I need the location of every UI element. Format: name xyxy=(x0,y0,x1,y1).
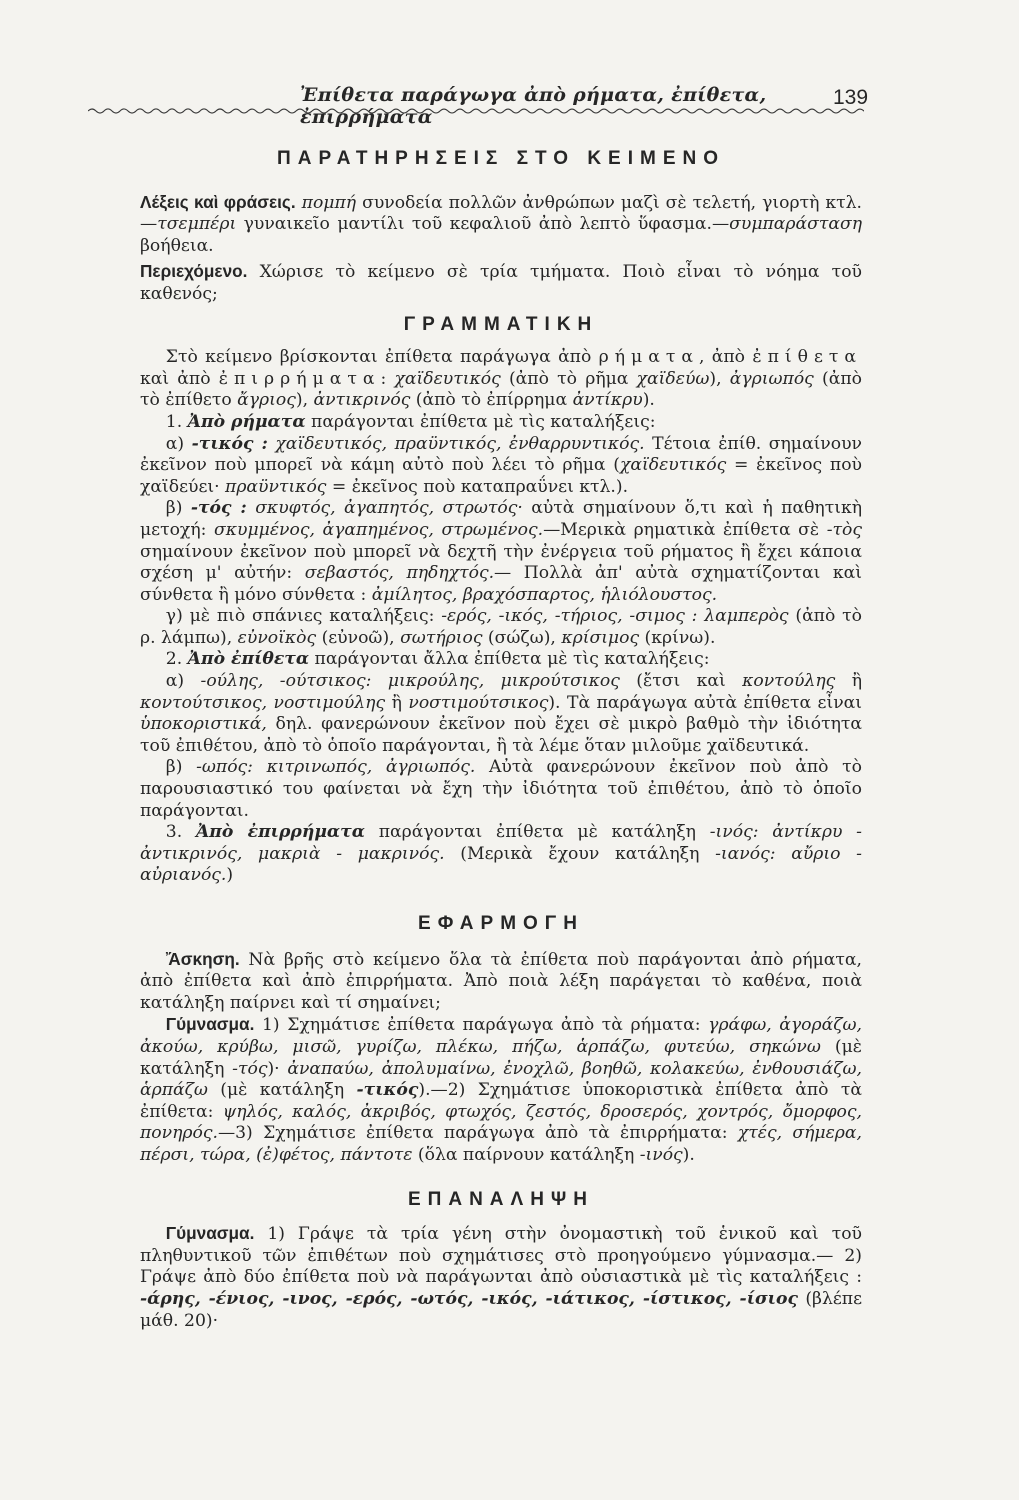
section-title-revision: ΕΠΑΝΑΛΗΨΗ xyxy=(407,1188,595,1210)
wavy-rule xyxy=(88,106,864,116)
running-title: Ἐπίθετα παράγωγα ἀπὸ ρήματα, ἐπίθετα, ἐπιρρήματα xyxy=(300,84,767,128)
rule-from-adverbs: 3. Ἀπὸ ἐπιρρήματα παράγονται ἐπίθετα μὲ κατάληξη -ινός: ἀντίκρυ - ἀντικρινός, μακριὰ - μακρινός. (Μερικὰ ἔχουν κατάληξη -ιανός: αὔριο - αὐριανός.) xyxy=(140,822,862,886)
application-drill: Γύμνασμα. 1) Σχημάτισε ἐπίθετα παράγωγα ἀπὸ τὰ ρήματα: γράφω, ἀγοράζω, ἀκούω, κρύβω, μισῶ, γυρίζω, πλέκω, πήζω, ἁρπάζω, φυτεύω, σηκώνω (μὲ κατάληξη -τός)· ἀναπαύω, ἀπολυμαίνω, ἐνοχλῶ, βοηθῶ, κολακεύω, ἐνθουσιάζω, ἁρπάζω (μὲ κατάληξη -τικός).—2) Σχημάτισε ὑποκοριστικὰ ἐπίθετα ἀπὸ τὰ ἐπίθετα: ψηλός, καλός, ἀκριβός, φτωχός, ζεστός, δροσερός, χοντρός, ὄμορφος, πονηρός.—3) Σχημάτισε ἐπίθετα παράγωγα ἀπὸ τὰ ἐπιρρήματα: χτές, σήμερα, πέρσι, τώρα, (ἐ)φέτος, πάντοτε (ὅλα παίρνουν κατάληξη -ινός). xyxy=(140,1014,862,1165)
rule-b-opos: β) -ωπός: κιτρινωπός, ἀγριωπός. Αὐτὰ φανερώνουν ἐκεῖνον ποὺ ἀπὸ τὸ παρουσιαστικό του φαίνεται νὰ ἔχη τὴν ἰδιότητα τοῦ ἐπιθέτου, ἀπὸ τὸ ὁποῖο παράγονται. xyxy=(140,757,863,821)
rule-from-verbs: 1. Ἀπὸ ρήματα παράγονται ἐπίθετα μὲ τὶς καταλήξεις: xyxy=(165,411,656,432)
page-number: 139 xyxy=(833,86,869,109)
rule-a-diminutive: α) -ούλης, -ούτσικος: μικρούλης, μικρούτσικος (ἔτσι καὶ κοντούλης ἢ κοντούτσικος, νοστιμούλης ἢ νοστιμούτσικος). Τὰ παράγωγα αὐτὰ ἐπίθετα εἶναι ὑποκοριστικά, δηλ. φανερώνουν ἐκεῖνον ποὺ ἔχει σὲ μικρὸ βαθμὸ τὴν ἰδιότητα τοῦ ἐπιθέτου, ἀπὸ τὸ ὁποῖο παράγονται, ἢ τὰ λέμε ὅταν μιλοῦμε χαϊδευτικά. xyxy=(140,671,862,756)
notes-words: Λέξεις καὶ φράσεις. πομπή συνοδεία πολλῶν ἀνθρώπων μαζὶ σὲ τελετή, γιορτὴ κτλ.—τσεμπέρι γυναικεῖο μαντίλι τοῦ κεφαλιοῦ ἀπὸ λεπτὸ ὕφασμα.—συμπαράσταση βοήθεια. xyxy=(140,191,863,256)
rule-from-adjectives: 2. Ἀπὸ ἐπίθετα παράγονται ἄλλα ἐπίθετα μὲ τὶς καταλήξεις: xyxy=(165,649,710,670)
section-title-grammar: ΓΡΑΜΜΑΤΙΚΗ xyxy=(403,313,599,335)
application-exercise: Ἄσκηση. Νὰ βρῆς στὸ κείμενο ὅλα τὰ ἐπίθετα ποὺ παράγονται ἀπὸ ρήματα, ἀπὸ ἐπίθετα καὶ ἀπὸ ἐπιρρήματα. Ἀπὸ ποιὰ λέξη παράγεται τὸ καθένα, ποιὰ κατάληξη παίρνει καὶ τί σημαίνει; xyxy=(140,948,862,1013)
section-title-application: ΕΦΑΡΜΟΓΗ xyxy=(418,913,584,934)
rule-a-tikos: α) -τικός : χαϊδευτικός, πραϋντικός, ἐνθαρρυντικός. Τέτοια ἐπίθ. σημαίνουν ἐκεῖνον ποὺ μπορεῖ νὰ κάμη αὐτὸ ποὺ λέει τὸ ρῆμα (χαϊδευτικός = ἐκεῖνος ποὺ χαϊδεύει· πραϋντικός = ἐκεῖνος ποὺ καταπραΰνει κτλ.). xyxy=(140,433,863,497)
grammar-intro: Στὸ κείμενο βρίσκονται ἐπίθετα παράγωγα ἀπὸ ρήματα, ἀπὸ ἐπίθετα καὶ ἀπὸ ἐπιρρήματα: χαϊδευτικός (ἀπὸ τὸ ρῆμα χαϊδεύω), ἀγριωπός (ἀπὸ τὸ ἐπίθετο ἄγριος), ἀντικρινός (ἀπὸ τὸ ἐπίρρημα ἀντίκρυ). xyxy=(140,347,862,411)
revision-drill: Γύμνασμα. 1) Γράψε τὰ τρία γένη στὴν ὀνομαστικὴ τοῦ ἑνικοῦ καὶ τοῦ πληθυντικοῦ τῶν ἐπιθέτων ποὺ σχημάτισες στὸ προηγούμενο γύμνασμα.— 2) Γράψε ἀπὸ δύο ἐπίθετα ποὺ νὰ παράγωνται ἀπὸ οὐσιαστικὰ μὲ τὶς καταλήξεις : -άρης, -ένιος, -ινος, -ερός, -ωτός, -ικός, -ιάτικος, -ίστικος, -ίσιος (βλέπε μάθ. 20)· xyxy=(140,1223,862,1331)
rule-b-tos: β) -τός : σκυφτός, ἀγαπητός, στρωτός· αὐτὰ σημαίνουν ὅ,τι καὶ ἡ παθητικὴ μετοχή: σκυμμένος, ἀγαπημένος, στρωμένος.—Μερικὰ ρηματικὰ ἐπίθετα σὲ -τὸς σημαίνουν ἐκεῖνον ποὺ μπορεῖ νὰ δεχτῆ τὴν ἐνέργεια τοῦ ρήματος ἢ ἔχει κάποια σχέση μ' αὐτήν: σεβαστός, πηδηχτός.— Πολλὰ ἀπ' αὐτὰ σχηματίζονται καὶ σύνθετα ἢ μόνο σύνθετα : ἀμίλητος, βραχόσπαρτος, ἡλιόλουστος. xyxy=(140,498,863,605)
rule-c-rare: γ) μὲ πιὸ σπάνιες καταλήξεις: -ερός, -ικός, -τήριος, -σιμος : λαμπερὸς (ἀπὸ τὸ ρ. λάμπω), εὐνοϊκὸς (εὐνοῶ), σωτήριος (σώζω), κρίσιμος (κρίνω). xyxy=(140,606,863,648)
notes-content: Περιεχόμενο. Χώρισε τὸ κείμενο σὲ τρία τμήματα. Ποιὸ εἶναι τὸ νόημα τοῦ καθενός; xyxy=(140,261,862,304)
page-body xyxy=(140,148,862,1332)
section-title-notes: ΠΑΡΑΤΗΡΗΣΕΙΣ ΣΤΟ ΚΕΙΜΕΝΟ xyxy=(277,148,725,169)
